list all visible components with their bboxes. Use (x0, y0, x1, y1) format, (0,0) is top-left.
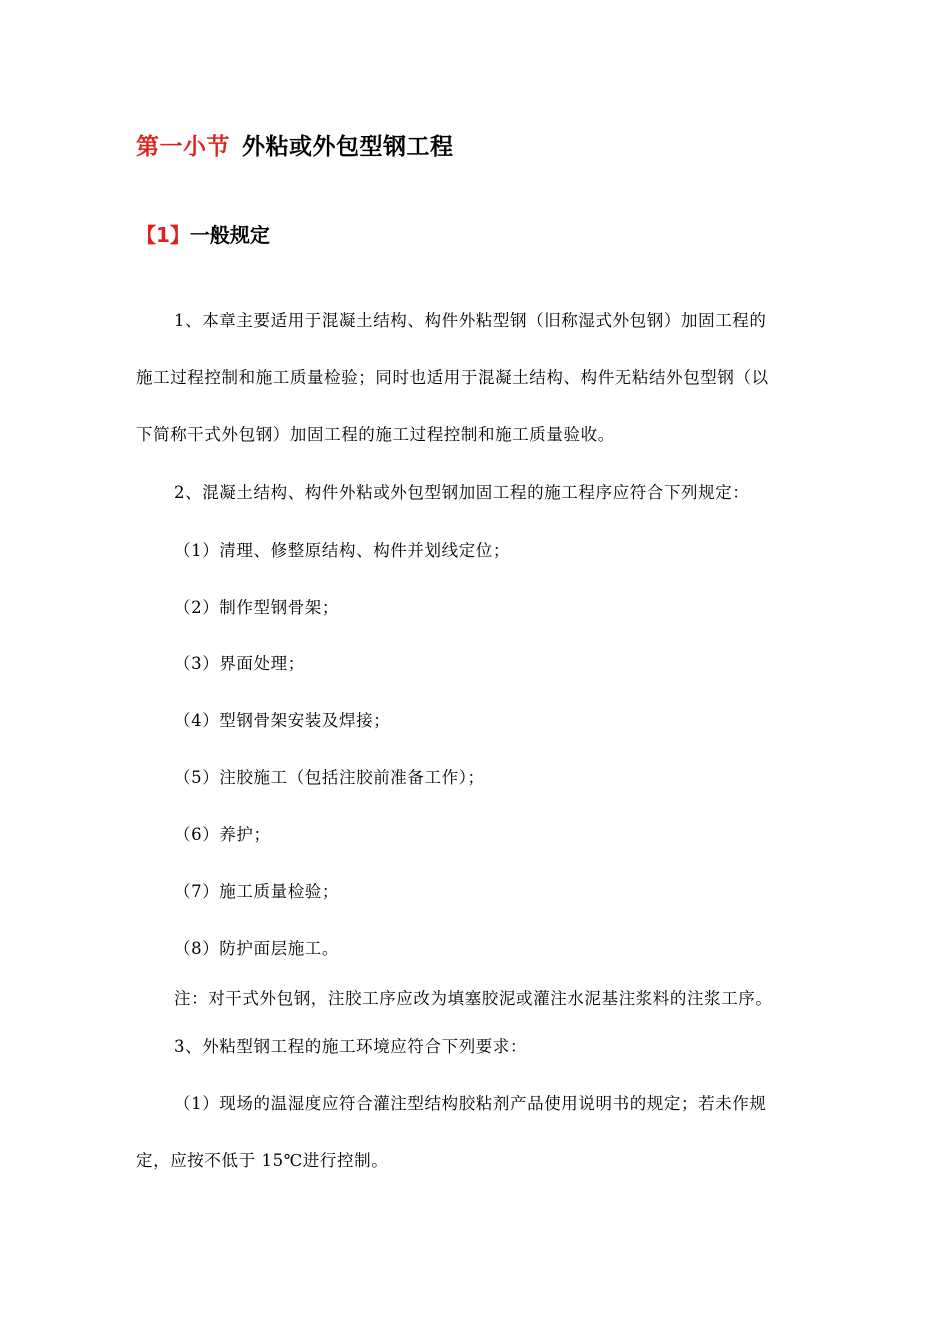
subheading (136, 219, 270, 248)
section-title-text: 外粘或外包型钢工程 (242, 134, 454, 160)
paragraph-line: 下简称干式外包钢）加固工程的施工过程控制和施工质量验收。 (136, 425, 615, 444)
subheading-number: 【1】 (136, 223, 190, 247)
paragraph-line: 施工过程控制和施工质量检验；同时也适用于混凝土结构、构件无粘结外包型钢（以 (136, 368, 769, 387)
list-item: （4）型钢骨架安装及焊接； (174, 711, 391, 730)
paragraph-line: 2、混凝土结构、构件外粘或外包型钢加固工程的施工程序应符合下列规定： (174, 483, 750, 502)
list-item: （6）养护； (174, 825, 271, 844)
section-title (136, 128, 454, 161)
list-item: （5）注胶施工（包括注胶前准备工作）； (174, 768, 485, 787)
list-item: （7）施工质量检验； (174, 882, 339, 901)
paragraph-line: 1、本章主要适用于混凝土结构、构件外粘型钢（旧称湿式外包钢）加固工程的 (174, 311, 767, 330)
paragraph-line: （1）现场的温湿度应符合灌注型结构胶粘剂产品使用说明书的规定；若未作规 (174, 1094, 767, 1113)
list-item: （1）清理、修整原结构、构件并划线定位； (174, 541, 510, 560)
section-number: 第一小节 (136, 134, 230, 160)
list-item: （3）界面处理； (174, 654, 305, 673)
list-item: （2）制作型钢骨架； (174, 598, 339, 617)
list-item: （8）防护面层施工。 (174, 939, 339, 958)
paragraph-line: 3、外粘型钢工程的施工环境应符合下列要求： (174, 1037, 528, 1056)
subheading-title: 一般规定 (189, 223, 270, 247)
paragraph-line: 定，应按不低于 15℃进行控制。 (136, 1151, 389, 1170)
note-line: 注：对干式外包钢，注胶工序应改为填塞胶泥或灌注水泥基注浆料的注浆工序。 (174, 989, 773, 1008)
